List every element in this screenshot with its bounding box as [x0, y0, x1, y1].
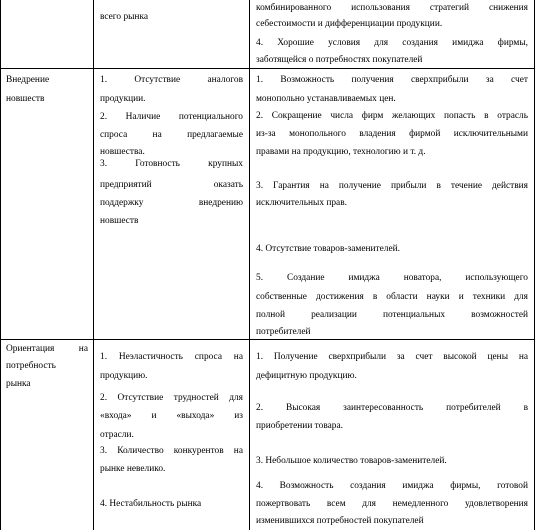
condition-cell-line: новшества.: [100, 147, 145, 157]
condition-cell-line: продукцию.: [100, 371, 148, 381]
advantage-cell-line: из-за монопольного владения фирмой исключительными: [256, 129, 528, 139]
advantage-cell-line: полной реализации потенциальных возможностей: [256, 310, 528, 320]
advantage-cell-line: 4. Хорошие условия для создания имиджа фирмы,: [256, 38, 528, 48]
advantage-cell-line: 4. Отсутствие товаров-заменителей.: [256, 244, 400, 254]
advantage-cell-line: 2. Высокая заинтересованность потребителей в: [256, 403, 528, 413]
advantage-cell-line: монопольно устанавливаемых цен.: [256, 94, 396, 104]
table-border-col2: [249, 0, 250, 530]
advantage-cell-line: 3. Гарантия на получение прибыли в течение действия: [256, 181, 528, 191]
advantage-cell-line: 3. Небольшое количество товаров-заменителей.: [256, 456, 447, 466]
advantage-cell-line: комбинированного использования стратегий снижения: [256, 3, 528, 13]
row-divider-1: [0, 68, 535, 69]
condition-cell-line: 3. Количество конкурентов на: [100, 446, 243, 456]
advantage-cell-line: 1. Возможность получения сверхприбыли за счет: [256, 75, 528, 85]
condition-cell-line: 1. Отсутствие аналогов: [100, 75, 243, 85]
advantage-cell-line: потребителей: [256, 327, 311, 337]
advantage-cell-line: пожертвовать всем для немедленного удовлетворения: [256, 499, 528, 509]
condition-cell-line: 3. Готовность крупных: [100, 159, 243, 169]
advantage-cell-line: 4. Возможность создания имиджа фирмы, готовой: [256, 481, 528, 491]
condition-cell-line: 4. Нестабильность рынка: [100, 499, 202, 509]
table-border-left: [0, 0, 1, 530]
table-border-col1: [93, 0, 94, 530]
advantage-cell-line: приобретении товара.: [256, 421, 343, 431]
condition-cell-line: 2. Наличие потенциального: [100, 112, 243, 122]
factor-cell-line: Внедрение: [6, 75, 50, 85]
condition-cell-line: 1. Неэластичность спроса на: [100, 352, 243, 362]
advantage-cell-line: 2. Сокращение числа фирм желающих попасть в отрасль: [256, 111, 528, 121]
advantage-cell-line: изменившихся потребностей покупателей: [256, 516, 424, 526]
advantage-cell-line: себестоимости и дифференциации продукции.: [256, 19, 443, 29]
advantage-cell-line: исключительных прав.: [256, 198, 347, 208]
condition-cell-line: отрасли.: [100, 430, 134, 440]
factor-cell-line: рынка: [6, 379, 31, 389]
factor-cell-line: всего рынка: [100, 12, 149, 22]
row-divider-2: [0, 339, 535, 340]
factor-cell-line: Ориентация на: [6, 344, 88, 354]
condition-cell-line: предприятий оказать: [100, 180, 243, 190]
condition-cell-line: спроса на предлагаемые: [100, 130, 243, 140]
condition-cell-line: «входа» и «выхода» из: [100, 411, 243, 421]
advantage-cell-line: 5. Создание имиджа новатора, использующего: [256, 273, 528, 283]
factor-cell-line: новшеств: [6, 94, 45, 104]
factor-cell-line: потребность: [6, 361, 56, 371]
condition-cell-line: продукции.: [100, 94, 146, 104]
condition-cell-line: 2. Отсутствие трудностей для: [100, 393, 243, 403]
condition-cell-line: рынке невелико.: [100, 464, 166, 474]
advantage-cell-line: правами на продукцию, технологию и т. д.: [256, 147, 426, 157]
advantage-cell-line: 1. Получение сверхприбыли за счет высокой цены на: [256, 352, 528, 362]
condition-cell-line: новшеств: [100, 216, 139, 226]
advantage-cell-line: собственные достижения в области науки и техники для: [256, 292, 528, 302]
advantage-cell-line: заботящейся о потребностях покупателей: [256, 55, 423, 65]
condition-cell-line: поддержку внедрению: [100, 198, 243, 208]
advantage-cell-line: дефицитную продукцию.: [256, 371, 357, 381]
